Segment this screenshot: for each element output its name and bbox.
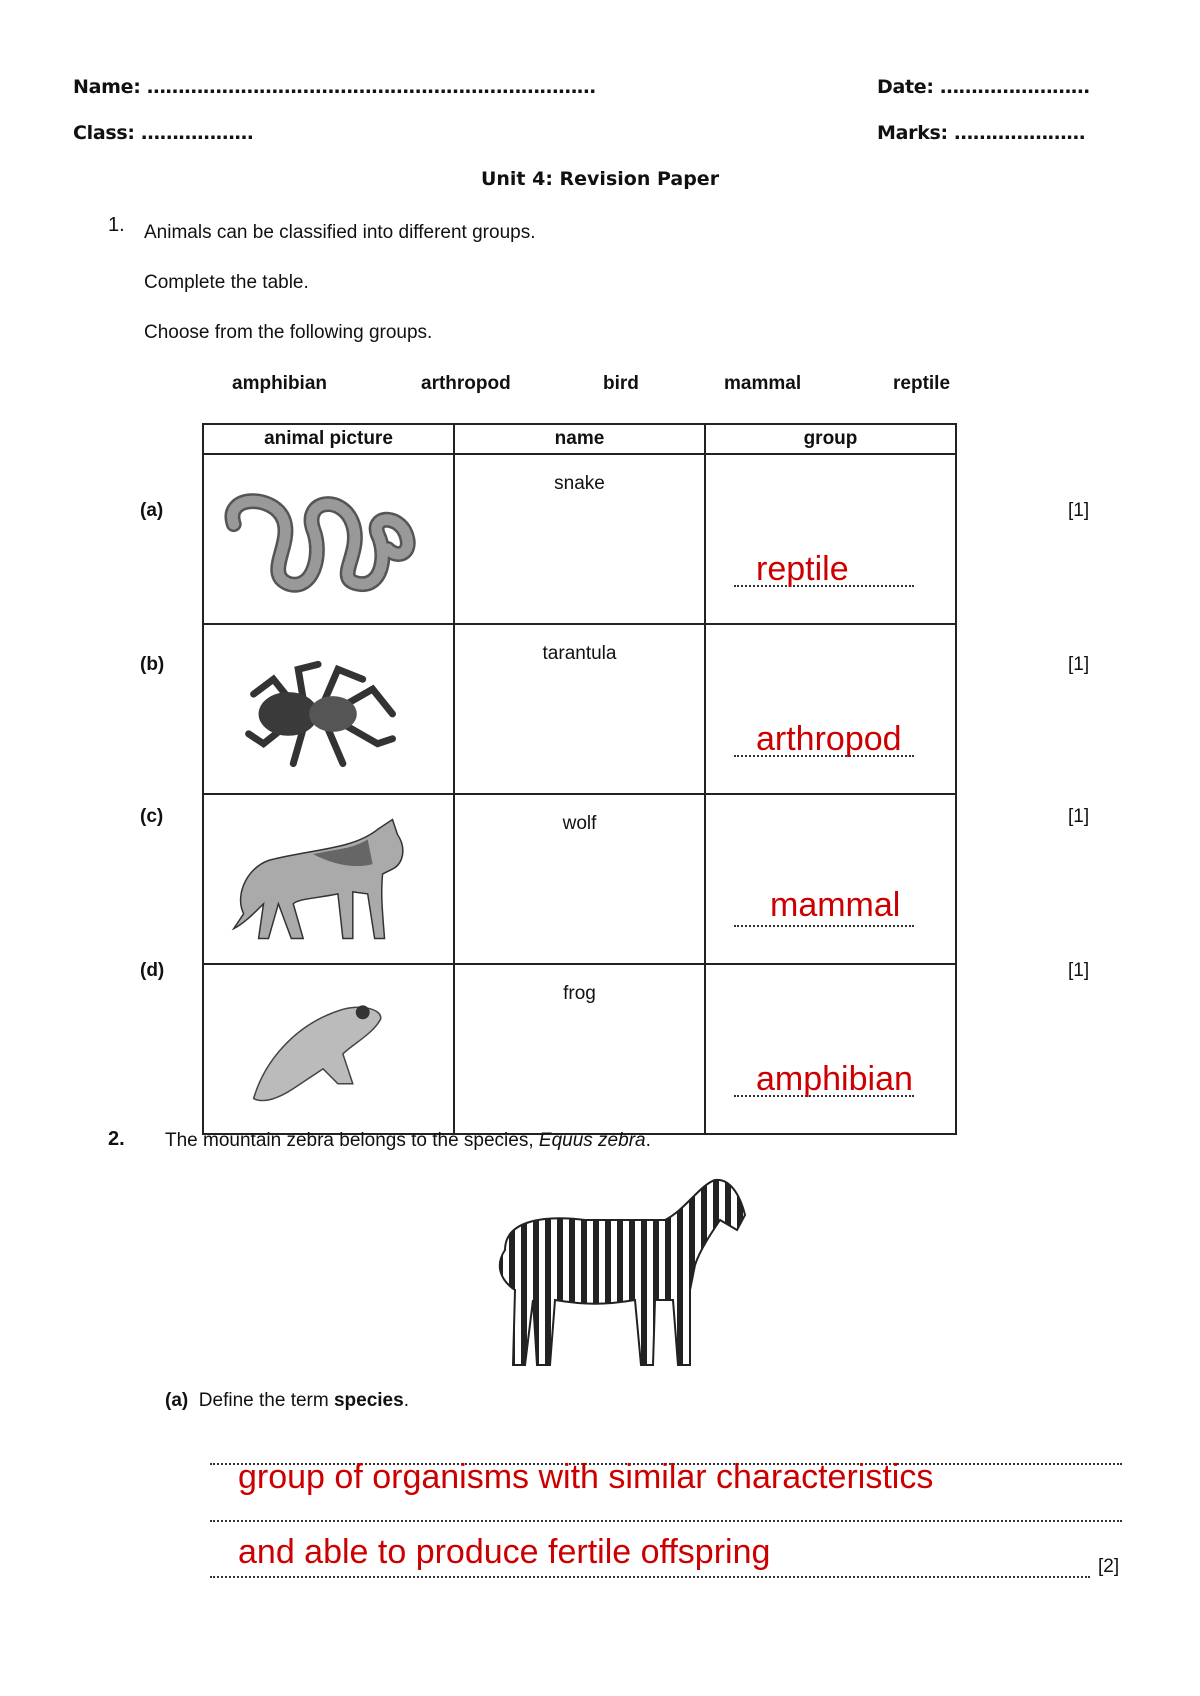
row-label-b: (b) (140, 654, 165, 675)
question-1-line-3: Choose from the following groups. (144, 322, 433, 343)
prompt-term: species (333, 1390, 404, 1411)
group-option-arthropod: arthropod (421, 373, 511, 394)
answer-text-b: arthropod (756, 720, 902, 758)
tarantula-icon (204, 625, 453, 793)
answer-dotted-line-2 (210, 1520, 1122, 1522)
marks-field-label: Marks: ………………… (877, 122, 1086, 144)
group-option-reptile: reptile (893, 373, 951, 394)
frog-picture (203, 964, 454, 1134)
group-answer-cell-b (705, 624, 956, 794)
question-1-number: 1. (108, 214, 125, 236)
frog-icon (204, 965, 453, 1133)
table-row (203, 964, 956, 1134)
question-2-text-prefix: The mountain zebra belongs to the species, (165, 1130, 539, 1151)
animal-name-wolf: wolf (454, 794, 705, 964)
species-name: Equus zebra (538, 1130, 646, 1151)
question-2-text (165, 1130, 651, 1152)
group-option-bird: bird (603, 373, 639, 394)
question-2a-prompt (165, 1390, 409, 1412)
table-row (203, 454, 956, 624)
group-answer-cell-c (705, 794, 956, 964)
snake-picture (203, 454, 454, 624)
question-1-line-1: Animals can be classified into different groups. (144, 222, 536, 243)
marks-c: [1] (1068, 806, 1090, 827)
definition-answer-line-1: group of organisms with similar characteristics (238, 1458, 934, 1496)
header-animal-picture: animal picture (203, 424, 454, 454)
page-title: Unit 4: Revision Paper (480, 168, 720, 190)
wolf-icon (204, 795, 453, 963)
animal-classification-table (202, 423, 957, 1135)
marks-b: [1] (1068, 654, 1090, 675)
row-label-c: (c) (140, 806, 164, 827)
definition-answer-line-2: and able to produce fertile offspring (238, 1533, 771, 1571)
answer-text-d: amphibian (756, 1060, 913, 1098)
group-option-mammal: mammal (724, 373, 802, 394)
part-a-label: (a) (165, 1390, 189, 1411)
name-field-label: Name: ……………………………………………………………… (73, 76, 596, 98)
marks-a: [1] (1068, 500, 1090, 521)
group-option-amphibian: amphibian (232, 373, 328, 394)
marks-d: [1] (1068, 960, 1090, 981)
animal-name-tarantula: tarantula (454, 624, 705, 794)
header-group: group (705, 424, 956, 454)
group-answer-cell-d (705, 964, 956, 1134)
question-2-number: 2. (108, 1128, 125, 1150)
question-1-line-2: Complete the table. (144, 272, 309, 293)
animal-name-snake: snake (454, 454, 705, 624)
snake-icon (204, 455, 453, 623)
answer-text-c: mammal (770, 886, 901, 924)
table-row (203, 624, 956, 794)
group-answer-cell-a (705, 454, 956, 624)
row-label-d: (d) (140, 960, 165, 981)
prompt-suffix: . (403, 1390, 409, 1411)
table-header-row (203, 424, 956, 454)
answer-text-a: reptile (756, 550, 849, 588)
answer-dotted-line-3 (210, 1576, 1090, 1578)
marks-2a: [2] (1098, 1556, 1120, 1577)
zebra-picture (485, 1170, 755, 1375)
class-field-label: Class: ……………… (73, 122, 254, 144)
wolf-picture (203, 794, 454, 964)
answer-dotted-line (734, 925, 914, 927)
prompt-prefix: Define the term (198, 1390, 334, 1411)
header-name: name (454, 424, 705, 454)
row-label-a: (a) (140, 500, 164, 521)
question-2-text-suffix: . (645, 1130, 651, 1151)
animal-name-frog: frog (454, 964, 705, 1134)
tarantula-picture (203, 624, 454, 794)
date-field-label: Date: …………………… (877, 76, 1090, 98)
table-row (203, 794, 956, 964)
